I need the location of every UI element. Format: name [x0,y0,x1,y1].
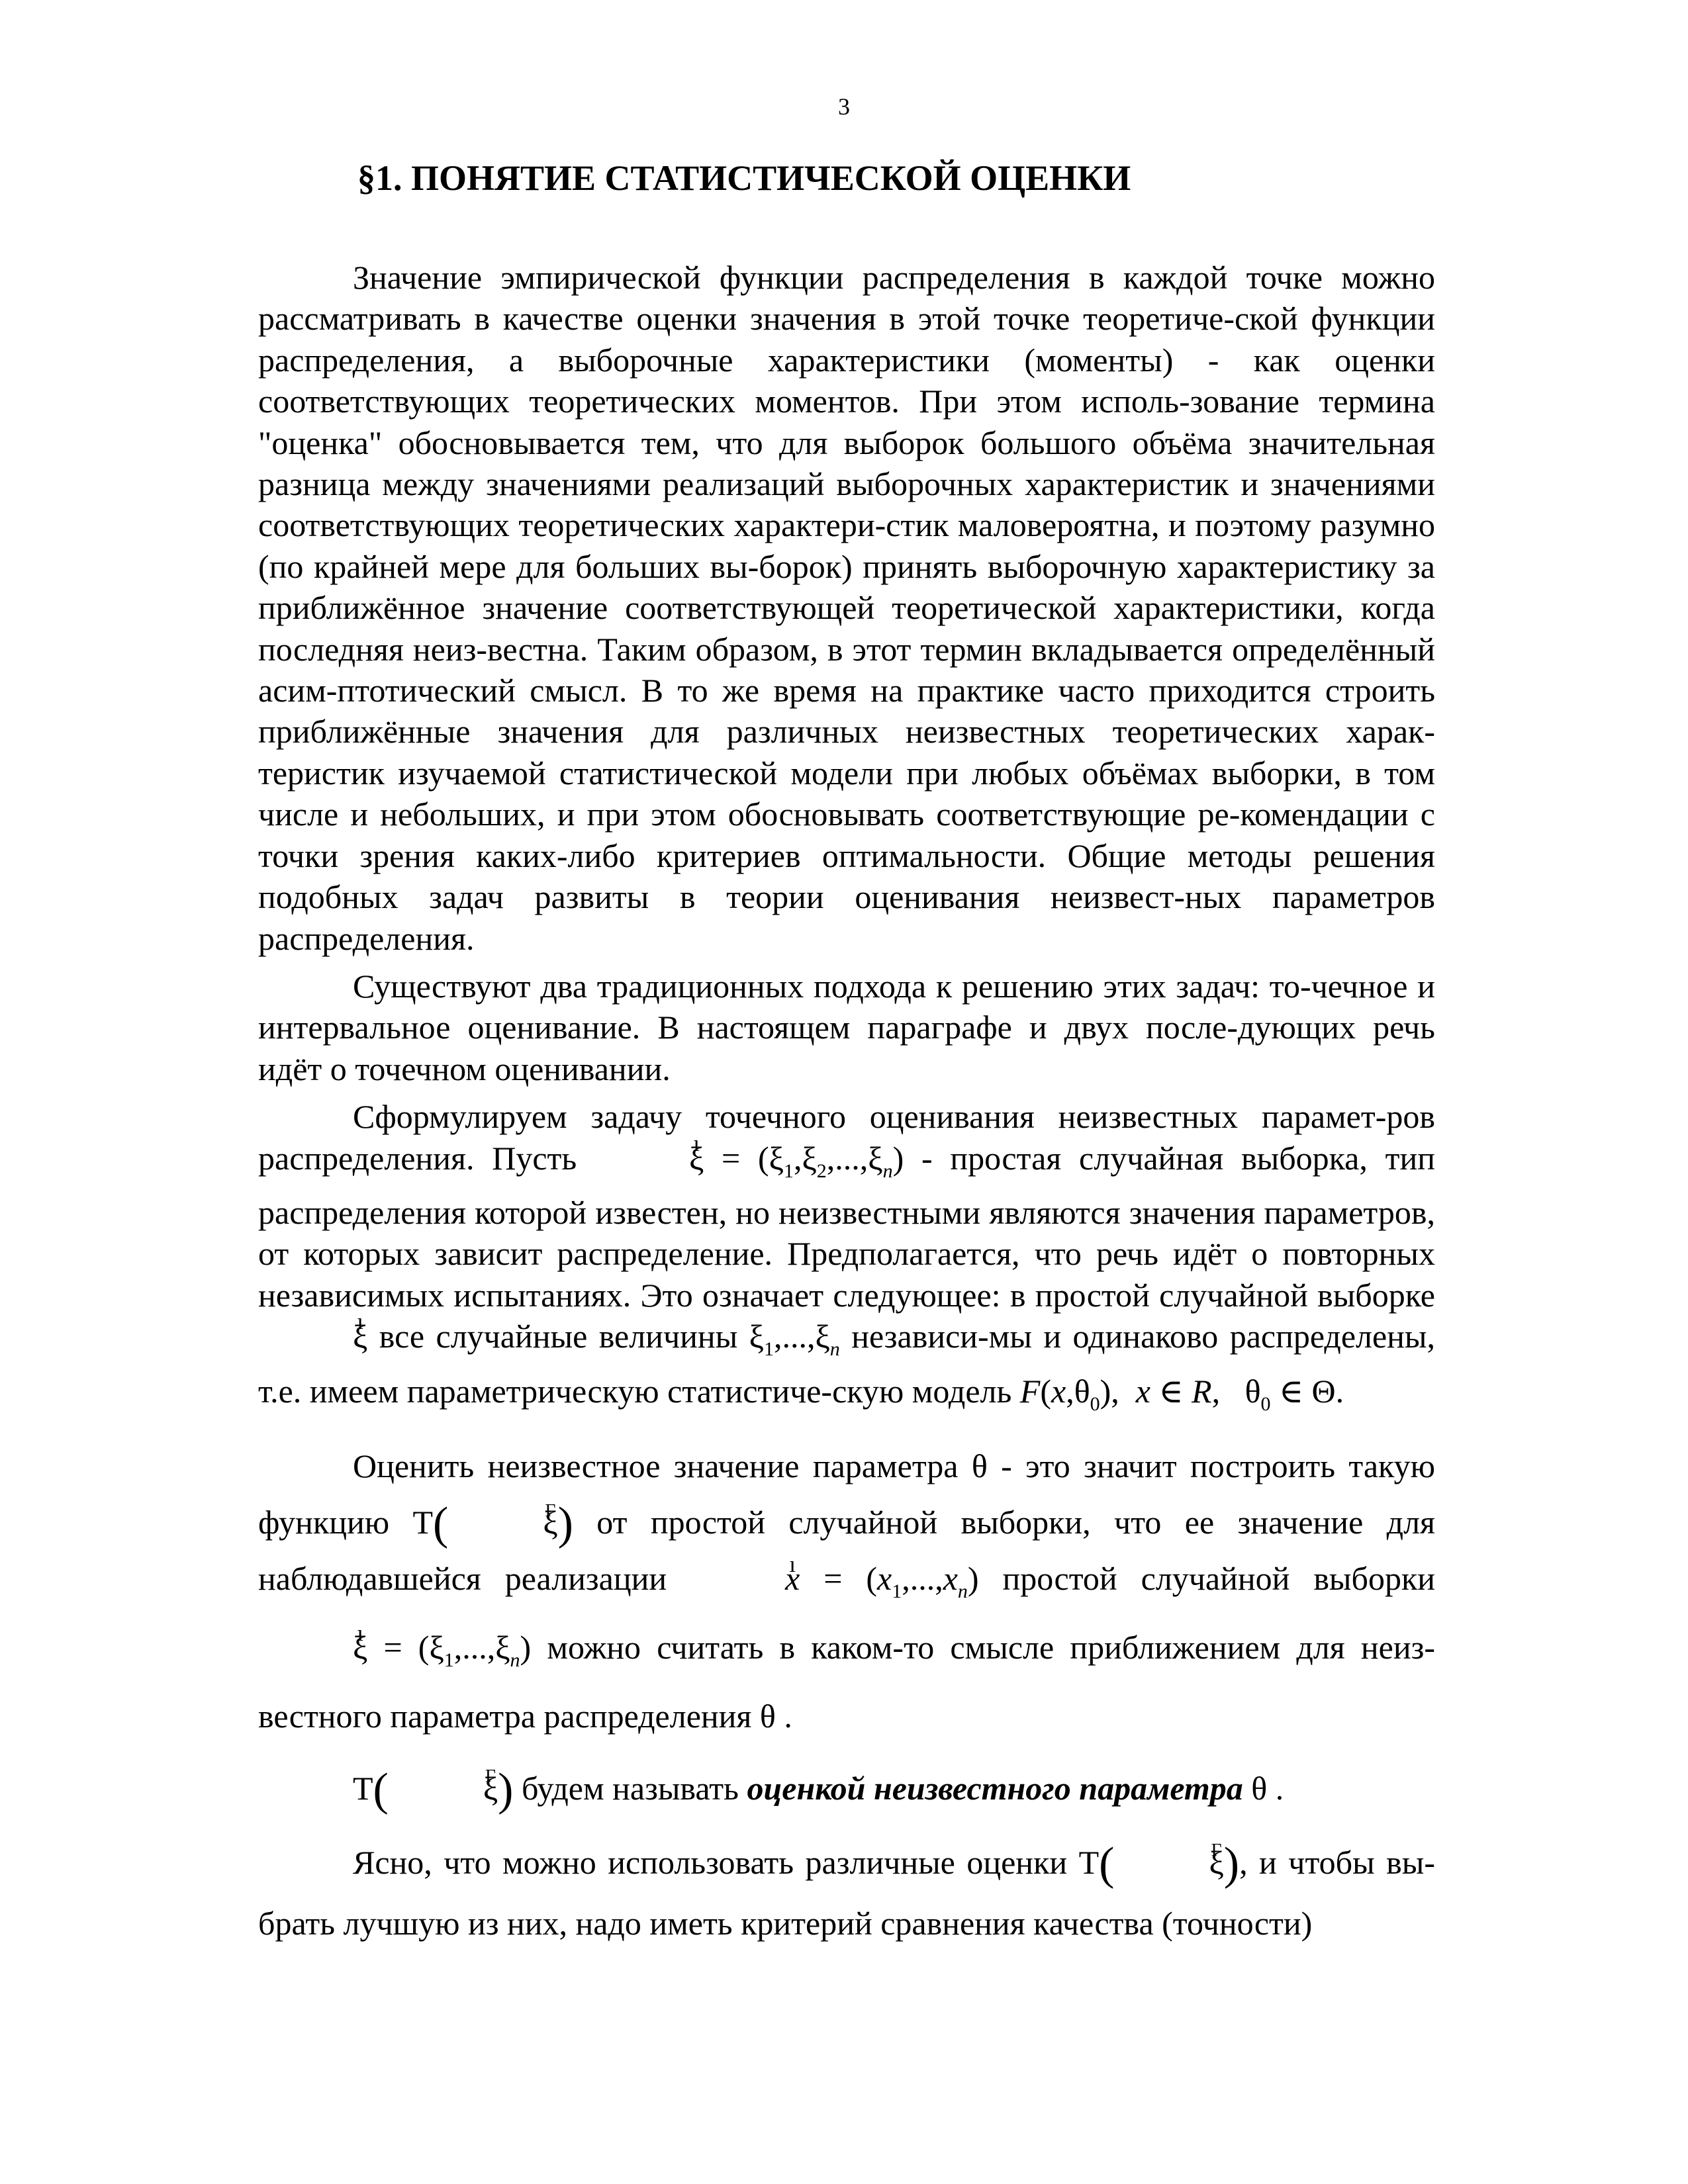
formula-realization: ı $x = (x_1,...,x_n)$ [690,1560,979,1597]
formula-variables: $\xi_1,...,\xi_n$ [749,1318,840,1361]
body-text [258,257,1435,1954]
paragraph-6 [258,1832,1435,1954]
paragraph-4-text-1: Оценить неизвестное значение параметра θ - это значит построить такую функцию [258,1447,1435,1541]
paragraph-6-text-1: Ясно, что можно использовать различные оценки [353,1843,1068,1881]
paragraph-4-text-2: от простой случайной выборки, что ее значение для наблюдавшейся реализации [258,1503,1436,1597]
paragraph-4-text-3: простой случайной выборки [1002,1559,1436,1597]
formula-estimator: T(Γ ξ) [412,1504,573,1541]
paragraph-3-text-3: все случайные величины [379,1318,738,1355]
formula-sample-vector: ı $\xi = (\xi_1,\xi_2,...,\xi_n)$ [594,1140,904,1177]
paragraph-2: Существуют два традиционных подхода к решению этих задач: то-чечное и интервальное оценивание. В настоящем параграфе и двух после-дующих речь идёт о точечном оценивании. [258,967,1435,1087]
paragraph-6-text-2: , и чтобы вы-брать лучшую из них, надо иметь критерий сравнения качества (точности) [258,1843,1436,1942]
paragraph-3-text-4: независи-мы и одинаково распределены, т.е. имеем параметрическую статистиче-скую модель [258,1318,1436,1410]
section-heading: §1. ПОНЯТИЕ СТАТИСТИЧЕСКОЙ ОЦЕНКИ [357,158,1131,198]
paragraph-5 [258,1758,1435,1819]
formula-estimator-3: T(Γ ξ) [1079,1844,1239,1881]
paragraph-1: Значение эмпирической функции распределения в каждой точке можно рассматривать в качестве оценки значения в этой точке теоретиче-ской функции распределения, а выборочные характеристики (моменты) - как оценки соответствующих теоретических моментов. При этом исполь-зование термина "оценка" обосновывается тем, что для выборок большого объёма значительная разница между значениями реализаций выборочных характеристик и значениями соответствующих теоретических характери-стик маловероятна, и поэтому разумно (по крайней мере для больших вы-борок) принять выборочную характеристику за приближённое значение соответствующей теоретической характеристики, когда последняя неиз-вестна. Таким образом, в этот термин вкладывается определённый асим-птотический смысл. В то же время на практике часто приходится строить приближённые значения для различных неизвестных теоретических харак-теристик изучаемой статистической модели при любых объёмах выборки, в том числе и небольших, и при этом обосновывать соответствующие ре-комендации с точки зрения каких-либо критериев оптимальности. Общие методы решения подобных задач развиты в теории оценивания неизвест-ных параметров распределения. [258,259,1435,957]
paragraph-4 [258,1438,1435,1745]
paragraph-4-text-4: можно считать в каком-то смысле приближением для неиз-вестного параметра распределения θ . [258,1628,1435,1735]
formula-sample: ı ξ [258,1318,367,1355]
formula-sample-vector-2: ı $\xi = (\xi_1,...,\xi_n)$ [258,1629,531,1666]
paragraph-3 [258,1096,1435,1425]
formula-model: $F(x,\theta_0)$, x ∈ R, $\theta_0$ ∈ Θ. [1019,1372,1344,1415]
page-number: 3 [838,93,850,120]
definition-term: оценкой неизвестного параметра [747,1769,1243,1807]
paragraph-3-text-2: - простая случайная выборка, тип распределения которой известен, но неизвестными являются значения параметров, от которых зависит распределение. Предполагается, что речь идёт о повторных независимых испытаниях. Это означает следующее: в простой случайной выборке [258,1139,1436,1314]
paragraph-5-text-1: будем называть [521,1769,739,1807]
paragraph-3-text-1: Сформулируем задачу точечного оценивания неизвестных парамет-ров распределения. Пусть [258,1098,1435,1177]
formula-estimator-2: T(Γ ξ) [353,1770,513,1807]
paragraph-5-text-2: θ . [1251,1769,1284,1807]
